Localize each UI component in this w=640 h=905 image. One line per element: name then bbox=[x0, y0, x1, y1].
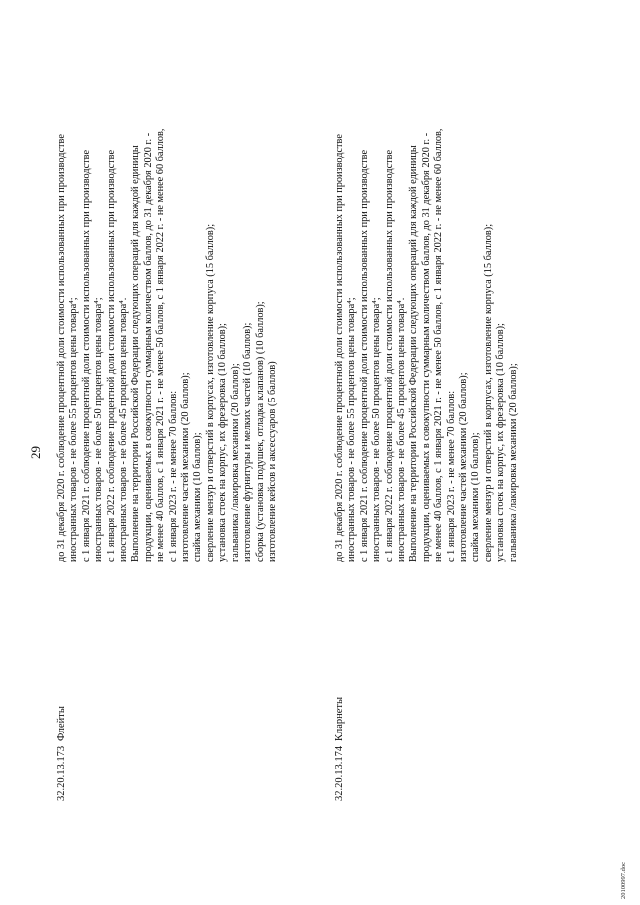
requirement-line: сборка (установка подушек, отладка клапанов) (10 баллов); bbox=[254, 301, 266, 562]
requirement-line: гальваника /лакировка механики (20 баллов); bbox=[507, 363, 519, 562]
requirement-line: Выполнение на территории Российской Федерации следующих операций для каждой единицы bbox=[130, 145, 142, 562]
requirement-line: иностранных товаров - не более 50 процентов цены товара⁴; bbox=[93, 297, 105, 562]
requirement-line: иностранных товаров - не более 45 процентов цены товара⁴. bbox=[118, 297, 130, 562]
requirement-line: с 1 января 2021 г. соблюдение процентной доли стоимости использованных при производстве bbox=[358, 149, 370, 562]
requirement-line: с 1 января 2023 г. - не менее 70 баллов: bbox=[167, 390, 179, 562]
document-file-code: 20100997.doc bbox=[620, 861, 627, 899]
requirement-line: с 1 января 2022 г. соблюдение процентной доли стоимости использованных при производстве bbox=[383, 149, 395, 562]
product-code: 32.20.13.173 bbox=[56, 745, 67, 801]
requirement-line: сверление мензур и отверстий в корпусах, изготовление корпуса (15 баллов); bbox=[204, 223, 216, 562]
requirement-line: не менее 40 баллов, с 1 января 2021 г. - не менее 50 баллов, с 1 января 2022 г. - не менее 60 баллов, bbox=[433, 128, 445, 562]
requirement-line: сверление мензур и отверстий в корпусах, изготовление корпуса (15 баллов); bbox=[482, 223, 494, 562]
requirements-text bbox=[56, 2, 279, 562]
product-name: Флейты bbox=[56, 706, 67, 741]
requirement-line: иностранных товаров - не более 45 процентов цены товара⁴. bbox=[396, 297, 408, 562]
requirement-line: с 1 января 2022 г. соблюдение процентной доли стоимости использованных при производстве bbox=[105, 149, 117, 562]
requirements-text bbox=[334, 2, 520, 562]
requirement-line: изготовление частей механики (20 баллов); bbox=[458, 372, 470, 562]
requirement-line: не менее 40 баллов, с 1 января 2021 г. - не менее 50 баллов, с 1 января 2022 г. - не менее 60 баллов, bbox=[155, 128, 167, 562]
requirement-line: до 31 декабря 2020 г. соблюдение процентной доли стоимости использованных при производстве bbox=[56, 134, 67, 562]
requirement-line: изготовление частей механики (20 баллов); bbox=[180, 372, 192, 562]
requirement-line: иностранных товаров - не более 55 процентов цены товара⁴; bbox=[68, 297, 80, 562]
requirement-line: установка стоек на корпус, их фрезеровка (10 баллов); bbox=[495, 323, 507, 562]
requirement-line: иностранных товаров - не более 55 процентов цены товара⁴; bbox=[346, 297, 358, 562]
requirement-line: с 1 января 2023 г. - не менее 70 баллов: bbox=[445, 390, 457, 562]
requirement-line: изготовление фурнитуры и мелких частей (10 баллов); bbox=[242, 322, 254, 562]
requirement-line: установка стоек на корпус, их фрезеровка (10 баллов); bbox=[217, 323, 229, 562]
requirement-line: изготовление кейсов и аксессуаров (5 баллов) bbox=[266, 361, 278, 562]
requirement-line: гальваника /лакировка механики (20 баллов); bbox=[229, 363, 241, 562]
requirement-line: спайка механики (10 баллов); bbox=[470, 432, 482, 562]
requirement-line: продукции, оцениваемых в совокупности суммарным количеством баллов, до 31 декабря 2020 г. - bbox=[420, 132, 432, 562]
requirement-line: с 1 января 2021 г. соблюдение процентной доли стоимости использованных при производстве bbox=[80, 149, 92, 562]
requirement-line: спайка механики (10 баллов); bbox=[192, 432, 204, 562]
product-name: Кларнеты bbox=[334, 696, 345, 741]
page-number: 29 bbox=[28, 446, 43, 459]
requirement-line: продукции, оцениваемых в совокупности суммарным количеством баллов, до 31 декабря 2020 г. - bbox=[142, 132, 154, 562]
requirement-line: до 31 декабря 2020 г. соблюдение процентной доли стоимости использованных при производстве bbox=[334, 134, 345, 562]
requirement-line: иностранных товаров - не более 50 процентов цены товара⁴; bbox=[371, 297, 383, 562]
requirement-line: Выполнение на территории Российской Федерации следующих операций для каждой единицы bbox=[408, 145, 420, 562]
product-code: 32.20.13.174 bbox=[334, 745, 345, 801]
